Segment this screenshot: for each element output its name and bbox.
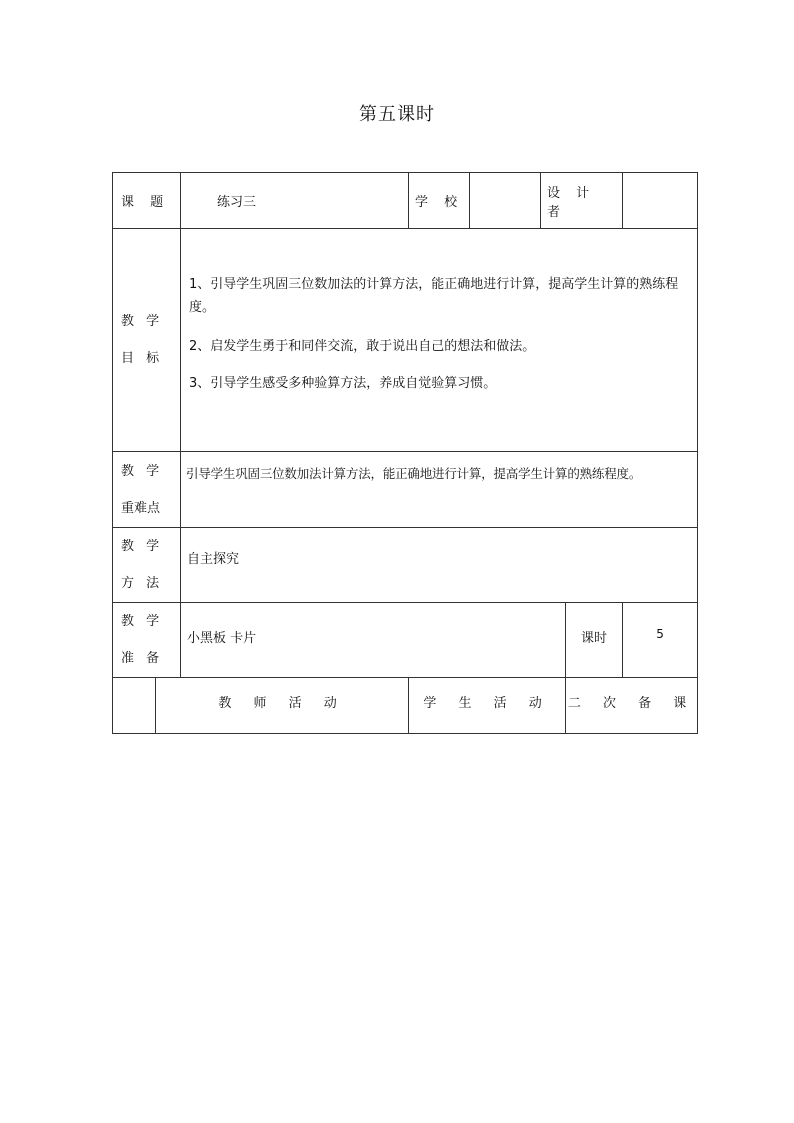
student-activity-header: 学 生 活 动 bbox=[423, 696, 551, 711]
school-label: 学 校 bbox=[415, 195, 464, 210]
hours-label-cell bbox=[566, 603, 623, 678]
topic-value: 练习三 bbox=[217, 195, 257, 210]
objective-item: 2、启发学生勇于和同伴交流，敢于说出自己的想法和做法。 bbox=[189, 339, 536, 354]
key-points-label-line2: 重难点 bbox=[121, 500, 161, 516]
prep-label-line1: 教 学 bbox=[121, 614, 164, 629]
key-points-row bbox=[113, 452, 698, 528]
objectives-label-line1: 教 学 bbox=[121, 314, 164, 329]
method-content: 自主探究 bbox=[187, 552, 240, 567]
method-row bbox=[113, 528, 698, 603]
lesson-plan-table bbox=[112, 172, 698, 734]
activities-header-row bbox=[113, 678, 698, 734]
designer-value-cell bbox=[623, 173, 698, 229]
key-points-label-cell bbox=[113, 452, 181, 528]
designer-label-cell bbox=[541, 173, 623, 229]
activities-blank-cell bbox=[113, 678, 156, 734]
topic-row bbox=[113, 173, 698, 229]
objective-item: 3、引导学生感受多种验算方法，养成自觉验算习惯。 bbox=[189, 376, 497, 391]
hours-label: 课时 bbox=[581, 631, 608, 646]
topic-value-cell bbox=[181, 173, 409, 229]
method-content-cell bbox=[181, 528, 698, 603]
teacher-activity-cell bbox=[156, 678, 409, 734]
objectives-content-cell bbox=[181, 229, 698, 452]
objectives-label-line2: 目 标 bbox=[121, 351, 164, 366]
designer-label: 设 计 者 bbox=[547, 185, 596, 220]
topic-label: 课 题 bbox=[121, 195, 170, 210]
method-label-cell bbox=[113, 528, 181, 603]
prep-label-cell bbox=[113, 603, 181, 678]
school-value-cell bbox=[470, 173, 541, 229]
prep-content-cell bbox=[181, 603, 566, 678]
school-label-cell bbox=[409, 173, 470, 229]
hours-value: 5 bbox=[656, 627, 664, 641]
key-points-content: 引导学生巩固三位数加法计算方法，能正确地进行计算，提高学生计算的熟练程度。 bbox=[186, 466, 642, 481]
second-prep-cell bbox=[566, 678, 698, 734]
page-title: 第五课时 bbox=[359, 104, 435, 125]
prep-label-line2: 准 备 bbox=[121, 651, 164, 666]
method-label-line1: 教 学 bbox=[121, 539, 164, 554]
objectives-label-cell bbox=[113, 229, 181, 452]
topic-label-cell bbox=[113, 173, 181, 229]
key-points-content-cell bbox=[181, 452, 698, 528]
prep-row bbox=[113, 603, 698, 678]
key-points-label-line1: 教 学 bbox=[121, 463, 164, 479]
method-label-line2: 方 法 bbox=[121, 576, 164, 591]
prep-content: 小黑板 卡片 bbox=[187, 631, 257, 646]
second-prep-header: 二 次 备 课 bbox=[567, 696, 696, 711]
student-activity-cell bbox=[409, 678, 566, 734]
objectives-row bbox=[113, 229, 698, 452]
hours-value-cell bbox=[623, 603, 698, 678]
objective-item: 1、引导学生巩固三位数加法的计算方法，能正确地进行计算，提高学生计算的熟练程度。 bbox=[189, 277, 679, 315]
teacher-activity-header: 教 师 活 动 bbox=[218, 696, 346, 711]
